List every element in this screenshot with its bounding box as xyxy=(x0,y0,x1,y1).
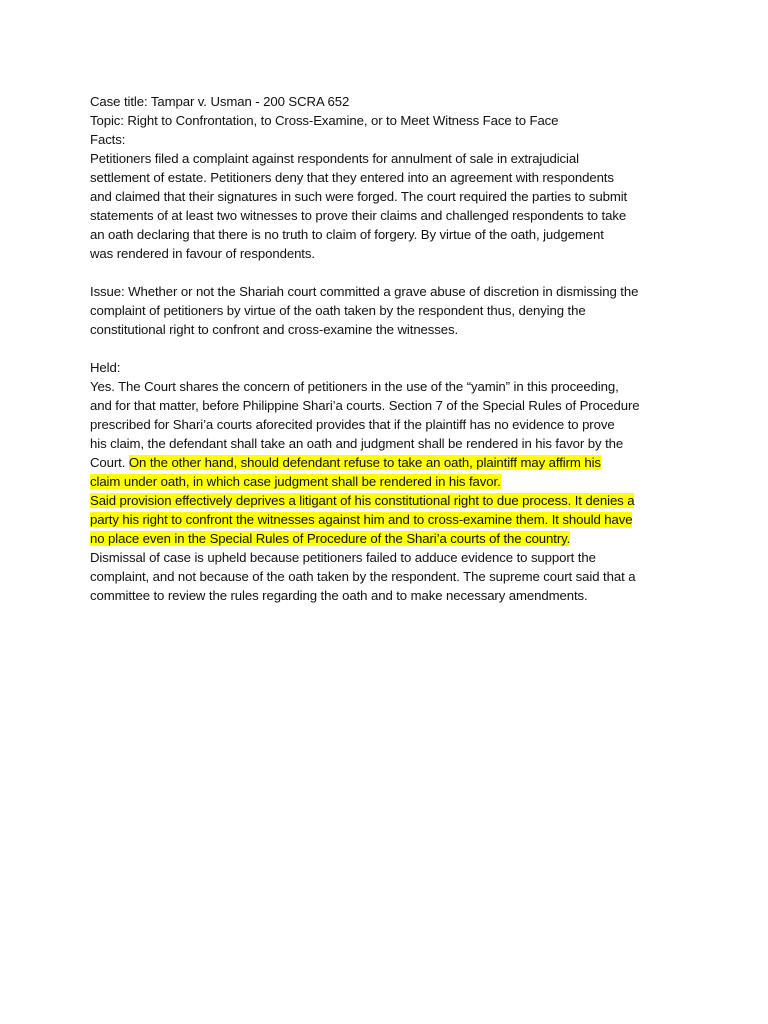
held-line: Yes. The Court shares the concern of petitioners in the use of the “yamin” in this proceeding, xyxy=(90,379,619,394)
held-line: his claim, the defendant shall take an oath and judgment shall be rendered in his favor by the xyxy=(90,436,624,451)
highlighted-line xyxy=(90,529,680,548)
paragraph-gap xyxy=(90,339,680,358)
held-line: and for that matter, before Philippine Shari’a courts. Section 7 of the Special Rules of Procedure xyxy=(90,398,640,413)
highlighted-line xyxy=(90,472,680,491)
issue-line: Issue: Whether or not the Shariah court committed a grave abuse of discretion in dismissing the xyxy=(90,284,639,299)
held-heading: Held: xyxy=(90,360,121,375)
highlighted-text: claim under oath, in which case judgment shall be rendered in his favor. xyxy=(90,474,501,489)
issue-line: complaint of petitioners by virtue of the oath taken by the respondent thus, denying the xyxy=(90,303,586,318)
facts-line: was rendered in favour of respondents. xyxy=(90,246,315,261)
held-line-mixed xyxy=(90,453,680,472)
highlighted-text: no place even in the Special Rules of Procedure of the Shari’a courts of the country. xyxy=(90,531,571,546)
held-plain-text: Court. xyxy=(90,455,129,470)
paragraph-gap xyxy=(90,263,680,282)
facts-paragraph xyxy=(90,149,680,263)
closing-line: Dismissal of case is upheld because petitioners failed to adduce evidence to support the xyxy=(90,550,596,565)
closing-line: committee to review the rules regarding the oath and to make necessary amendments. xyxy=(90,588,588,603)
issue-paragraph xyxy=(90,282,680,339)
topic-line: Topic: Right to Confrontation, to Cross-Examine, or to Meet Witness Face to Face xyxy=(90,113,559,128)
facts-line: Petitioners filed a complaint against respondents for annulment of sale in extrajudicial xyxy=(90,151,579,166)
closing-paragraph xyxy=(90,548,680,605)
highlighted-text: party his right to confront the witnesses against him and to cross-examine them. It should have xyxy=(90,512,633,527)
facts-line: statements of at least two witnesses to prove their claims and challenged respondents to take xyxy=(90,208,627,223)
highlighted-text: On the other hand, should defendant refuse to take an oath, plaintiff may affirm his xyxy=(128,455,601,470)
document-page xyxy=(90,92,680,605)
case-title: Case title: Tampar v. Usman - 200 SCRA 652 xyxy=(90,94,350,109)
issue-line: constitutional right to confront and cross-examine the witnesses. xyxy=(90,322,459,337)
facts-heading: Facts: xyxy=(90,132,126,147)
held-paragraph xyxy=(90,377,680,548)
facts-line: settlement of estate. Petitioners deny that they entered into an agreement with respondents xyxy=(90,170,614,185)
closing-line: complaint, and not because of the oath taken by the respondent. The supreme court said that a xyxy=(90,569,636,584)
highlighted-line xyxy=(90,491,680,510)
held-line: prescribed for Shari’a courts aforecited provides that if the plaintiff has no evidence to prove xyxy=(90,417,615,432)
facts-line: an oath declaring that there is no truth to claim of forgery. By virtue of the oath, judgement xyxy=(90,227,604,242)
highlighted-line xyxy=(90,510,680,529)
highlighted-text: Said provision effectively deprives a litigant of his constitutional right to due process. It denies a xyxy=(90,493,635,508)
facts-line: and claimed that their signatures in such were forged. The court required the parties to submit xyxy=(90,189,628,204)
